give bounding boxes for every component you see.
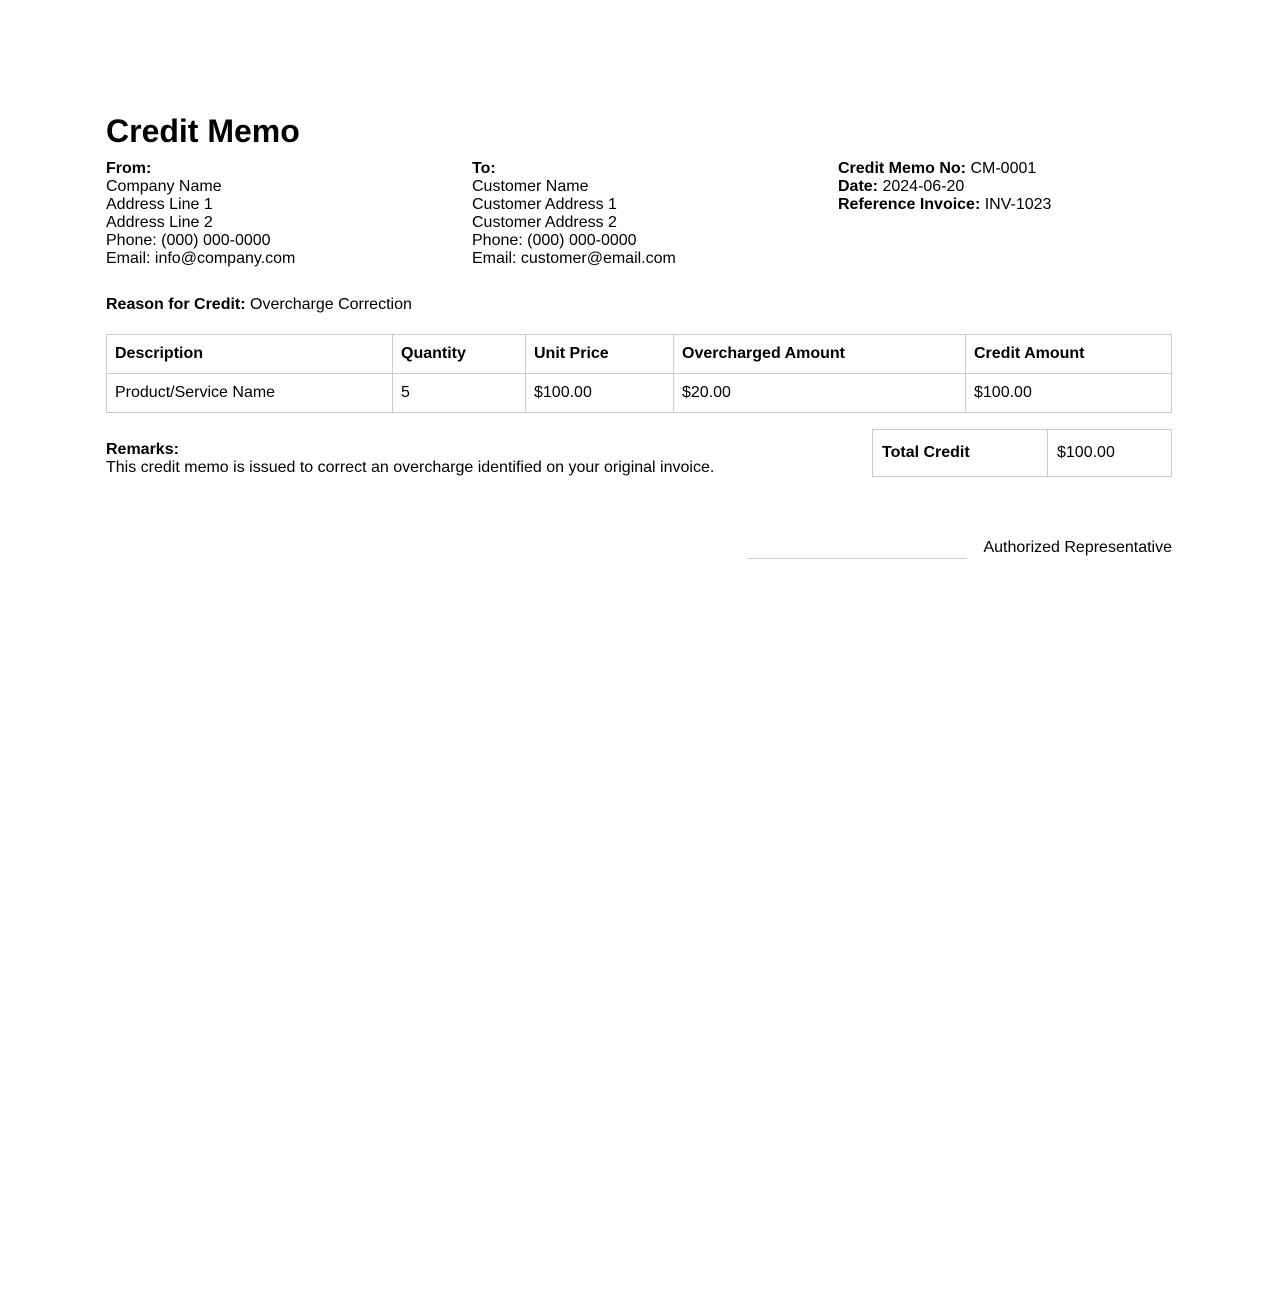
reason-value: Overcharge Correction — [250, 296, 412, 313]
signature-line — [747, 539, 967, 559]
from-address-1: Address Line 1 — [106, 196, 213, 213]
signature-label: Authorized Representative — [983, 539, 1172, 556]
table-header-row — [107, 335, 1172, 374]
to-address-2: Customer Address 2 — [472, 214, 617, 231]
cell-unit-price: $100.00 — [526, 374, 674, 413]
to-email: Email: customer@email.com — [472, 250, 676, 267]
to-block — [472, 160, 838, 268]
col-description: Description — [107, 335, 393, 374]
remarks-text: This credit memo is issued to correct an overcharge identified on your original invoice. — [106, 459, 715, 476]
col-overcharged-amount: Overcharged Amount — [674, 335, 966, 374]
memo-date-label: Date: — [838, 178, 879, 195]
total-credit-value: $100.00 — [1048, 430, 1172, 477]
table-row — [107, 374, 1172, 413]
from-label: From: — [106, 160, 152, 177]
items-table — [106, 334, 1172, 413]
remarks-block — [106, 429, 714, 477]
col-credit-amount: Credit Amount — [966, 335, 1172, 374]
memo-date — [838, 178, 1172, 196]
from-email: Email: info@company.com — [106, 250, 296, 267]
memo-date-value: 2024-06-20 — [882, 178, 965, 195]
to-address-1: Customer Address 1 — [472, 196, 617, 213]
reference-invoice-label: Reference Invoice: — [838, 196, 981, 213]
reason-for-credit — [106, 296, 1172, 314]
cell-overcharged-amount: $20.00 — [674, 374, 966, 413]
from-address-2: Address Line 2 — [106, 214, 213, 231]
to-label: To: — [472, 160, 496, 177]
from-phone: Phone: (000) 000-0000 — [106, 232, 271, 249]
memo-number-value: CM-0001 — [970, 160, 1037, 177]
cell-credit-amount: $100.00 — [966, 374, 1172, 413]
cell-quantity: 5 — [393, 374, 526, 413]
col-quantity: Quantity — [393, 335, 526, 374]
memo-number-label: Credit Memo No: — [838, 160, 966, 177]
memo-number — [838, 160, 1172, 178]
reference-invoice-value: INV-1023 — [984, 196, 1052, 213]
to-phone: Phone: (000) 000-0000 — [472, 232, 637, 249]
total-credit-label: Total Credit — [873, 430, 1048, 477]
signature-block — [106, 539, 1172, 559]
to-customer: Customer Name — [472, 178, 589, 195]
summary-section — [106, 429, 1172, 477]
total-table — [872, 429, 1172, 477]
cell-description: Product/Service Name — [107, 374, 393, 413]
reason-label: Reason for Credit: — [106, 296, 246, 313]
credit-memo-page — [106, 112, 1172, 559]
remarks-label: Remarks: — [106, 441, 179, 458]
page-title: Credit Memo — [106, 113, 300, 149]
reference-invoice — [838, 196, 1172, 214]
from-block — [106, 160, 472, 268]
total-row — [873, 430, 1172, 477]
col-unit-price: Unit Price — [526, 335, 674, 374]
header-columns — [106, 160, 1172, 268]
memo-meta-block — [838, 160, 1172, 268]
from-company: Company Name — [106, 178, 222, 195]
